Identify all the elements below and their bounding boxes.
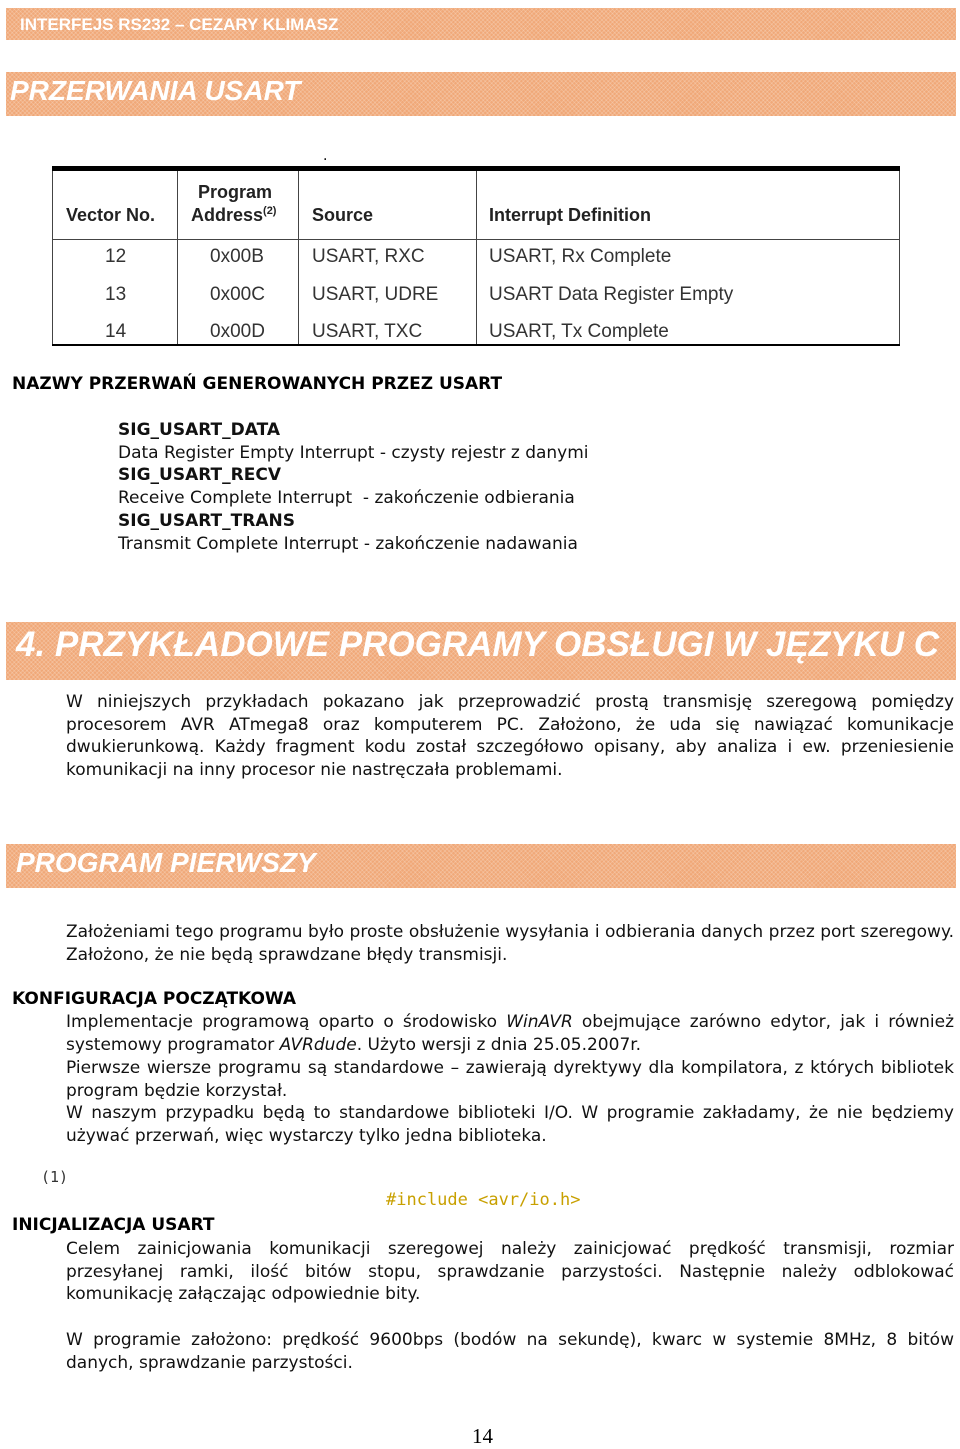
- section-heading-program-one: [6, 844, 956, 888]
- section-heading-examples: [6, 622, 956, 680]
- interrupt-desc: Data Register Empty Interrupt - czysty rejestr z danymi: [118, 442, 589, 463]
- config-paragraph-1: Implementacje programową oparto o środowisko WinAVR obejmujące zarówno edytor, jak i również systemowy programator AVRdude. Użyto wersji z dnia 25.05.2007r.: [66, 1012, 955, 1055]
- init-paragraph-2: W programie założono: prędkość 9600bps (bodów na sekundę), kwarc w systemie 8MHz, 8 bitów danych, sprawdzanie parzystości.: [66, 1330, 954, 1373]
- document-header: [6, 8, 956, 40]
- table-cell: USART, TXC: [312, 321, 423, 342]
- table-cell: USART, Tx Complete: [489, 321, 669, 342]
- header-divider: [52, 239, 900, 240]
- table-cell: 0x00D: [210, 321, 265, 342]
- header-title: INTERFEJS RS232 – CEZARY KLIMASZ: [20, 15, 339, 34]
- table-cell: USART Data Register Empty: [489, 284, 734, 305]
- section-heading-usart-interrupts: [6, 72, 956, 116]
- interrupt-desc: Transmit Complete Interrupt - zakończenie nadawania: [118, 533, 578, 554]
- section-title: PRZERWANIA USART: [10, 75, 301, 106]
- col-header-vector: Vector No.: [66, 205, 156, 225]
- listing-number: (1): [41, 1168, 69, 1186]
- col-header-definition: Interrupt Definition: [489, 205, 651, 225]
- interrupt-name: SIG_USART_DATA: [118, 420, 281, 440]
- table-cell: 0x00C: [210, 284, 265, 305]
- table-cell: USART, UDRE: [312, 284, 439, 305]
- interrupt-name: SIG_USART_RECV: [118, 465, 281, 486]
- init-heading: INICJALIZACJA USART: [12, 1215, 215, 1235]
- table-cell: 0x00B: [210, 246, 264, 267]
- column-divider: [298, 171, 299, 344]
- section-title: PROGRAM PIERWSZY: [16, 847, 316, 878]
- table-cell: 12: [105, 246, 127, 267]
- code-listing: #include <avr/io.h>: [386, 1190, 581, 1210]
- column-divider: [177, 171, 178, 344]
- winavr-term: WinAVR: [506, 1012, 573, 1032]
- section-title: 4. PRZYKŁADOWE PROGRAMY OBSŁUGI W JĘZYKU C: [16, 625, 940, 664]
- interrupts-heading: NAZWY PRZERWAŃ GENEROWANYCH PRZEZ USART: [12, 374, 503, 394]
- interrupt-name: SIG_USART_TRANS: [118, 510, 295, 531]
- interrupt-desc: Receive Complete Interrupt - zakończenie odbierania: [118, 488, 575, 509]
- table-cell: 13: [105, 284, 127, 305]
- col-header-program-line1: Program: [198, 182, 273, 202]
- table-border-left: [52, 171, 53, 344]
- config-paragraph-3: W naszym przypadku będą to standardowe biblioteki I/O. W programie zakładamy, że nie będziemy używać przerwań, więc wystarczy tylko jedna biblioteka.: [66, 1103, 954, 1146]
- init-paragraph-1: Celem zainicjowania komunikacji szeregowej należy zainicjować prędkość transmisji, rozmiar przesyłanej ramki, ilość bitów stopu, sprawdzanie parzystości. Następnie należy odblokować komunikację załączając odpowiednie bity.: [66, 1239, 954, 1305]
- config-heading: KONFIGURACJA POCZĄTKOWA: [12, 989, 297, 1009]
- column-divider: [476, 171, 477, 344]
- page-number: 14: [472, 1424, 493, 1448]
- section4-paragraph: W niniejszych przykładach pokazano jak przeprowadzić prostą transmisję szeregową pomiędzy procesorem AVR ATmega8 oraz komputerem PC. Założono, że uda się nawiązać komunikacje dwukierunkową. Każdy fragment kodu został szczegółowo opisany, aby analiza i ew. przeniesienie komunikacji na inny procesor nie nastręczała problemami.: [66, 692, 954, 781]
- table-border-right: [899, 171, 900, 344]
- col-header-source: Source: [312, 205, 374, 225]
- stray-dot: .: [323, 148, 328, 164]
- table-cell: USART, RXC: [312, 246, 425, 267]
- table-cell: USART, Rx Complete: [489, 246, 672, 267]
- config-paragraph-2: Pierwsze wiersze programu są standardowe – zawierają dyrektywy dla kompilatora, z których bibliotek program będzie korzystał.: [66, 1058, 954, 1101]
- col-header-program-sup: (2): [263, 205, 277, 217]
- col-header-program-line2: Address$^{(2)}$: [191, 205, 277, 225]
- table-cell: 14: [105, 321, 127, 342]
- interrupt-vector-table: [52, 166, 900, 346]
- interrupt-list: [118, 419, 589, 555]
- avrdude-term: AVRdude: [279, 1034, 357, 1055]
- program-intro-paragraph: Założeniami tego programu było proste obsłużenie wysyłania i odbierania danych przez port szeregowy. Założono, że nie będą sprawdzane błędy transmisji.: [66, 922, 954, 965]
